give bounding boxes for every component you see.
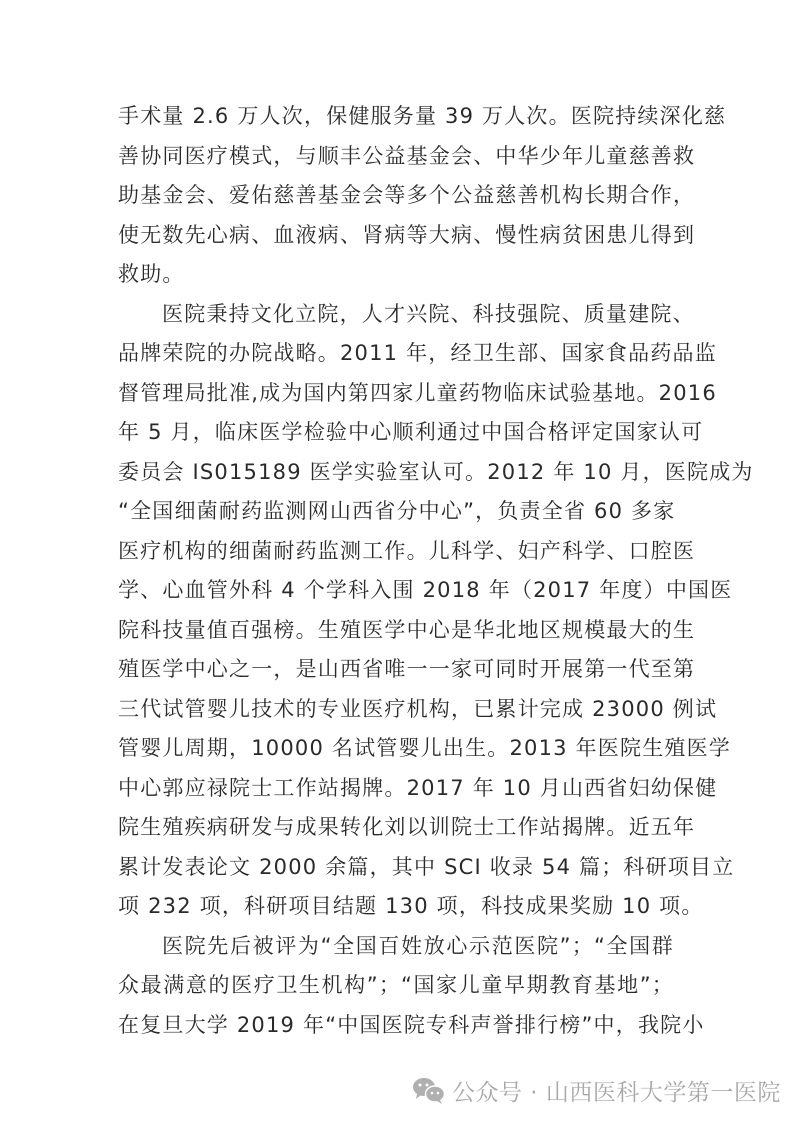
text-line-8: 督管理局批准,成为国内第四家儿童药物临床试验基地。2016 xyxy=(118,380,717,405)
text-line-2: 善协同医疗模式，与顺丰公益基金会、中华少年儿童慈善救 xyxy=(118,143,696,168)
watermark-label: 公众号 · 山西医科大学第一医院 xyxy=(452,1079,781,1106)
text-line-15: 殖医学中心之一，是山西省唯一一家可同时开展第一代至第 xyxy=(118,657,696,681)
text-line-24: 在复旦大学 2019 年“中国医院专科声誉排行榜”中，我院小 xyxy=(118,1012,705,1037)
text-line-20: 累计发表论文 2000 余篇，其中 SCI 收录 54 篇；科研项目立 xyxy=(118,854,735,879)
text-line-5: 救助。 xyxy=(118,262,185,286)
text-line-16: 三代试管婴儿技术的专业医疗机构，已累计完成 23000 例试 xyxy=(118,696,718,721)
text-line-14: 院科技量值百强榜。生殖医学中心是华北地区规模最大的生 xyxy=(118,617,696,642)
text-line-6: 医院秉持文化立院，人才兴院、科技强院、质量建院、 xyxy=(162,301,695,326)
text-line-10: 委员会 IS015189 医学实验室认可。2012 年 10 月，医院成为 xyxy=(118,459,754,484)
text-line-18: 中心郭应禄院士工作站揭牌。2017 年 10 月山西省妇幼保健 xyxy=(118,775,718,800)
text-line-17: 管婴儿周期，10000 名试管婴儿出生。2013 年医院生殖医学 xyxy=(118,736,731,760)
text-line-11: “全国细菌耐药监测网山西省分中心”，负责全省 60 多家 xyxy=(118,499,676,523)
wechat-watermark xyxy=(412,1068,781,1112)
text-line-23: 众最满意的医疗卫生机构”；“国家儿童早期教育基地”； xyxy=(118,973,674,997)
document-body xyxy=(118,97,754,1045)
text-line-4: 使无数先心病、血液病、肾病等大病、慢性病贫困患儿得到 xyxy=(118,222,696,247)
text-line-13: 学、心血管外科 4 个学科入围 2018 年（2017 年度）中国医 xyxy=(118,578,733,602)
text-line-3: 助基金会、爱佑慈善基金会等多个公益慈善机构长期合作， xyxy=(118,183,696,207)
text-line-21: 项 232 项，科研项目结题 130 项，科技成果奖励 10 项。 xyxy=(118,894,704,918)
text-line-9: 年 5 月，临床医学检验中心顺利通过中国合格评定国家认可 xyxy=(118,420,704,444)
wechat-icon xyxy=(412,1076,446,1104)
text-line-12: 医疗机构的细菌耐药监测工作。儿科学、妇产科学、口腔医 xyxy=(118,538,696,563)
text-line-7: 品牌荣院的办院战略。2011 年，经卫生部、国家食品药品监 xyxy=(118,341,717,365)
text-line-1: 手术量 2.6 万人次，保健服务量 39 万人次。医院持续深化慈 xyxy=(118,104,727,128)
text-line-19: 院生殖疾病研发与成果转化刘以训院士工作站揭牌。近五年 xyxy=(118,815,696,839)
text-line-22: 医院先后被评为“全国百姓放心示范医院”；“全国群 xyxy=(162,933,674,958)
